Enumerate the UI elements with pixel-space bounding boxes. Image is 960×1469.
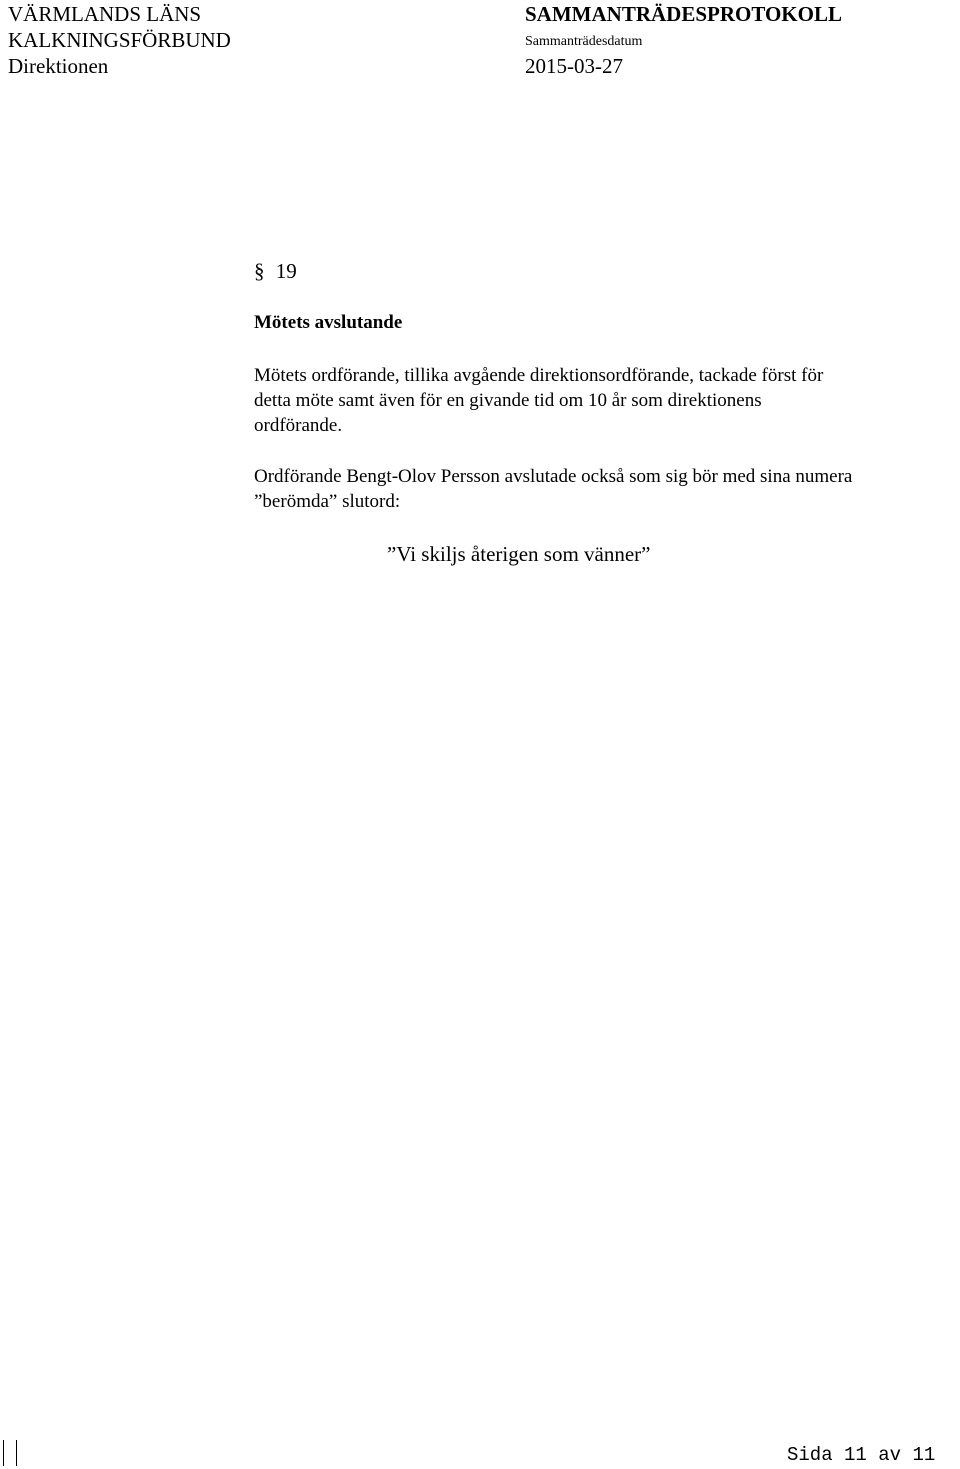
department-name: Direktionen — [8, 54, 109, 78]
section-number: 19 — [275, 259, 297, 283]
footer-margin-bar-right — [16, 1440, 17, 1466]
paragraph-1: Mötets ordförande, tillika avgående direktionsordförande, tackade först för detta möte samt även för en givande tid om 10 år som direktionens ordförande. — [254, 365, 824, 436]
meeting-date: 2015-03-27 — [525, 54, 623, 78]
page-word: Sida — [787, 1444, 833, 1466]
date-label: Sammanträdesdatum — [525, 34, 643, 49]
section-symbol: § — [254, 259, 265, 283]
organization-name-line1: VÄRMLANDS LÄNS — [8, 2, 202, 26]
section-title: Mötets avslutande — [254, 312, 403, 333]
document-type: SAMMANTRÄDESPROTOKOLL — [525, 2, 842, 26]
page-current: 11 — [844, 1444, 867, 1466]
of-word: av — [878, 1444, 902, 1466]
footer-margin-bar-left — [3, 1440, 4, 1466]
closing-quote: ”Vi skiljs återigen som vänner” — [387, 542, 651, 566]
page-total: 11 — [912, 1444, 936, 1466]
paragraph-number — [254, 259, 297, 283]
page-indicator — [787, 1444, 935, 1466]
organization-name-line2: KALKNINGSFÖRBUND — [8, 28, 231, 52]
paragraph-2: Ordförande Bengt-Olov Persson avslutade också som sig bör med sina numera ”berömda” slutord: — [254, 466, 853, 512]
